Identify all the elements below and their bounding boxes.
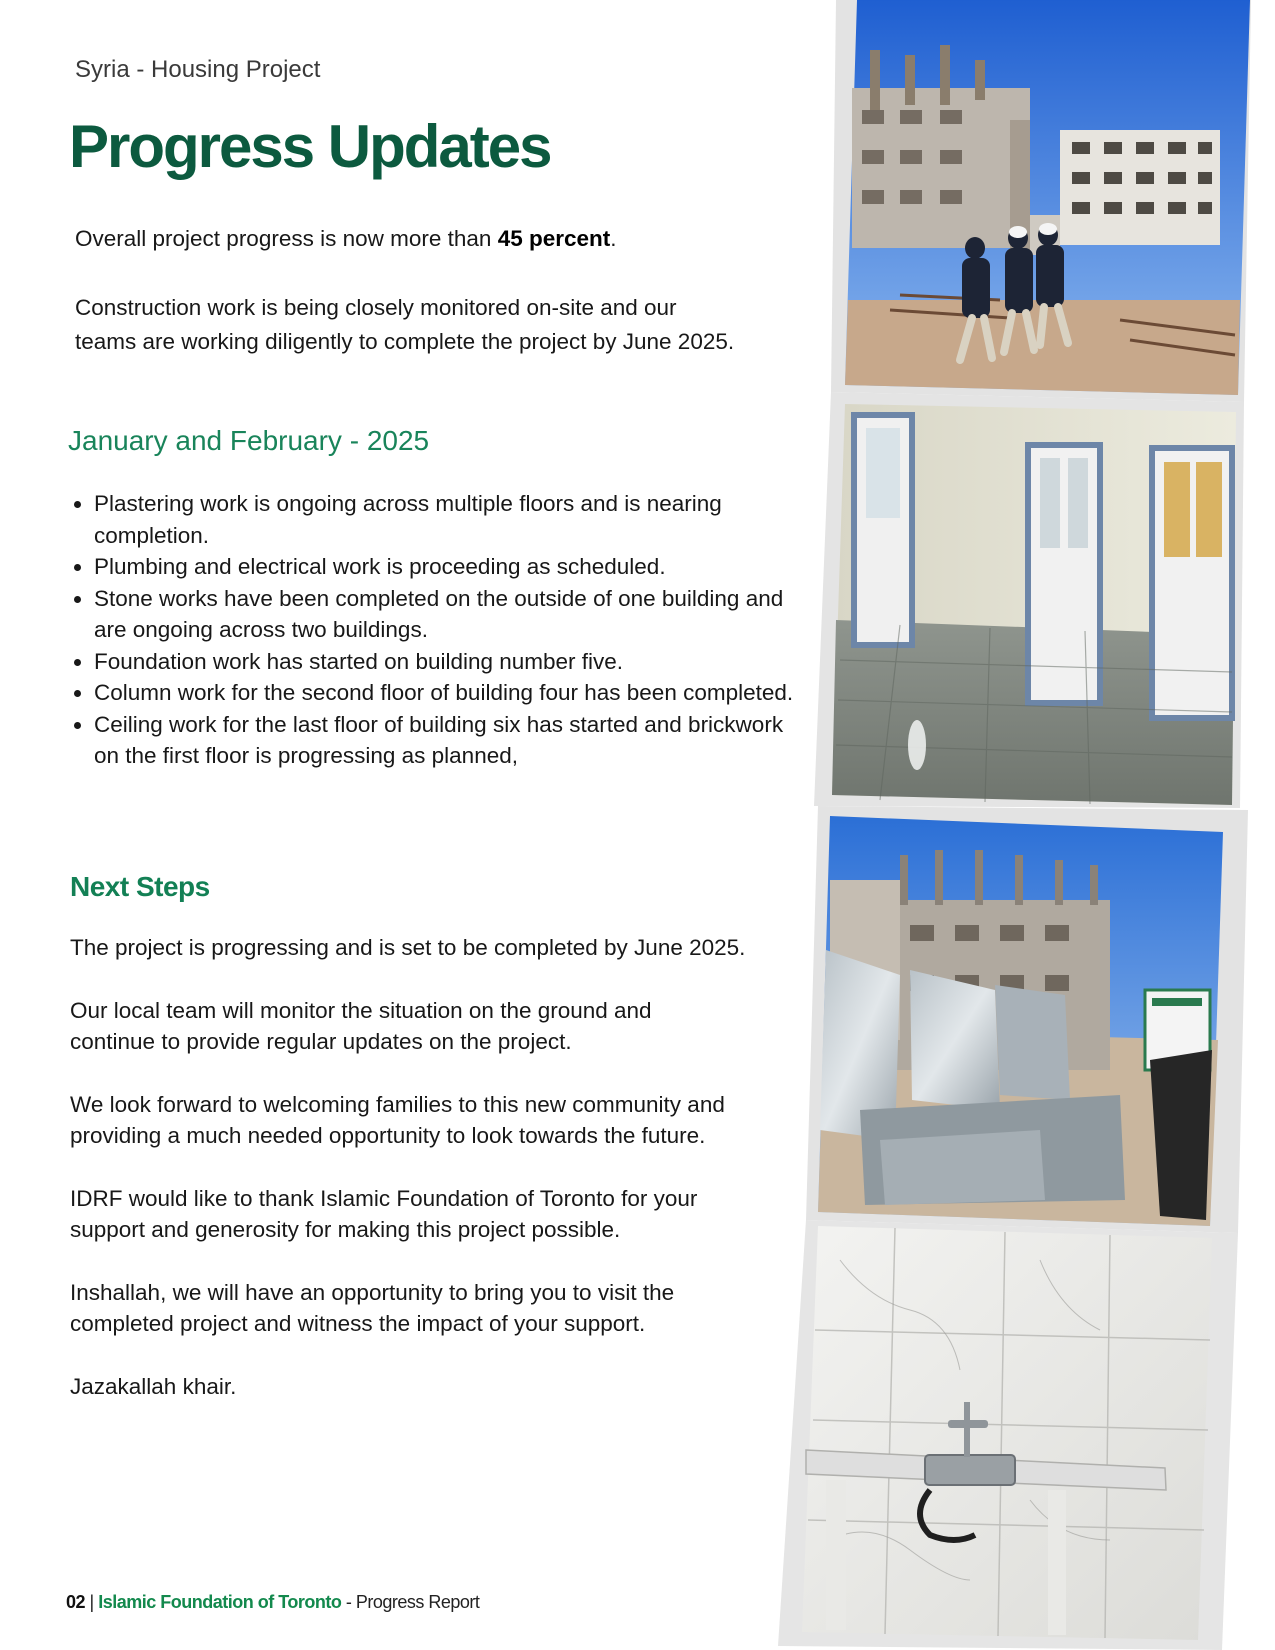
next-steps-heading: Next Steps xyxy=(70,871,210,902)
list-item: • Column work for the second floor of building four has been completed. xyxy=(94,677,794,709)
progress-summary xyxy=(75,222,755,256)
next-steps-paragraph: Our local team will monitor the situation on the ground and continue to provide regular updates on the project. xyxy=(70,997,652,1054)
list-item: • Ceiling work for the last floor of building six has started and brickwork on the first floor is progressing as planned, xyxy=(94,709,794,772)
progress-suffix: . xyxy=(610,226,617,251)
footer-organization: Islamic Foundation of Toronto xyxy=(98,1592,342,1612)
interior-room-photo xyxy=(832,404,1236,805)
footer-report-label: - Progress Report xyxy=(341,1592,480,1612)
updates-list xyxy=(68,488,794,772)
page-title: Progress Updates xyxy=(69,113,551,180)
list-item: • Stone works have been completed on the outside of one building and are ongoing across two buildings. xyxy=(94,583,794,646)
next-steps-paragraph: Jazakallah khair. xyxy=(70,1373,237,1399)
photo-frame xyxy=(831,0,1251,402)
page-footer xyxy=(66,1592,479,1613)
page-number: 02 xyxy=(66,1592,86,1612)
photo-frame xyxy=(778,1220,1238,1650)
list-item: • Plastering work is ongoing across multiple floors and is nearing completion. xyxy=(94,488,794,551)
progress-value: 45 percent xyxy=(497,226,611,251)
project-kicker: Syria - Housing Project xyxy=(75,56,321,83)
progress-prefix: Overall project progress is now more than xyxy=(75,226,498,251)
next-steps-paragraph: We look forward to welcoming families to this new community and providing a much needed opportunity to look towards the future. xyxy=(70,1091,725,1148)
updates-heading: January and February - 2025 xyxy=(68,425,430,456)
list-item: • Plumbing and electrical work is proceeding as scheduled. xyxy=(94,551,794,583)
next-steps-paragraph: Inshallah, we will have an opportunity to bring you to visit the completed project and witness the impact of your support. xyxy=(70,1279,675,1336)
next-steps-paragraph: The project is progressing and is set to be completed by June 2025. xyxy=(70,935,746,960)
photo-frame xyxy=(806,806,1248,1233)
kitchen-sink-photo xyxy=(802,1226,1212,1640)
next-steps-paragraph: IDRF would like to thank Islamic Foundation of Toronto for your support and generosity for making this project possible. xyxy=(70,1185,698,1242)
water-tanks-photo xyxy=(818,816,1223,1226)
photo-frame xyxy=(814,392,1244,808)
list-item: • Foundation work has started on building number five. xyxy=(94,646,794,678)
footer-separator: | xyxy=(85,1592,99,1612)
next-steps-body xyxy=(70,932,790,1433)
construction-site-photo xyxy=(845,0,1250,395)
monitoring-paragraph: Construction work is being closely monitored on-site and our teams are working diligently to complete the project by June 2025. xyxy=(75,295,735,354)
